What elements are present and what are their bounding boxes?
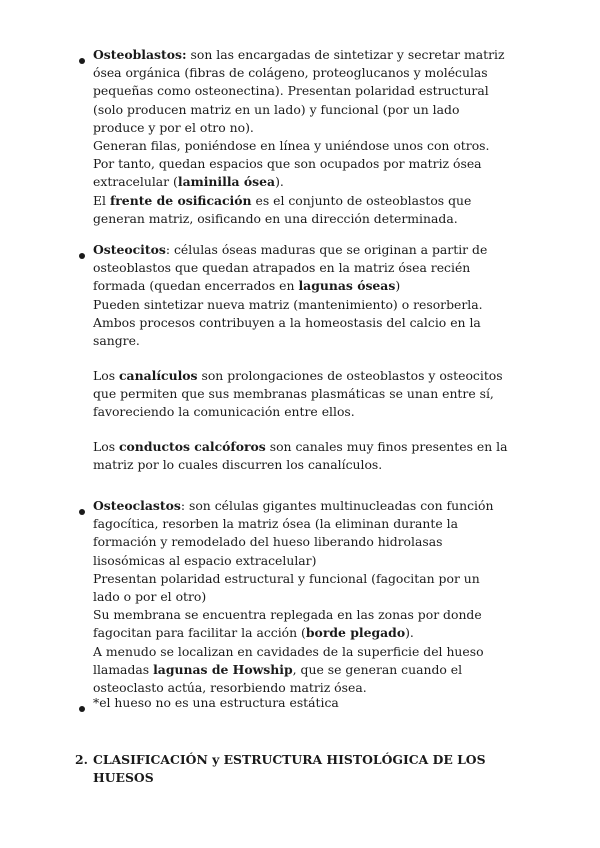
osteoclastos-paragraph: Osteoclastos: son células gigantes multinucleadas con función fagocítica, resorben la matriz ósea (la eliminan durante la formación y remodelado del hueso liberando hidrolasas lisosómicas al espacio extracelular) Presentan polaridad estructural y funcional (fagocitan por un lado o por el otro) Su membrana se encuentra replegada en las zonas por donde fagocitan para facilitar la acción (borde plegado). A menudo se localizan en cavidades de la superficie del hueso llamadas lagunas de Howship, que se generan cuando el osteoclasto actúa, resorbiendo matriz ósea. — [93, 498, 494, 696]
term-conductos-calcoforos: conductos calcóforos — [119, 439, 266, 454]
bullet-note — [79, 706, 85, 712]
term-canaliculos: canalículos — [119, 368, 198, 383]
term-osteoclastos: Osteoclastos — [93, 498, 181, 513]
osteoblastos-paragraph: Osteoblastos: son las encargadas de sintetizar y secretar matriz ósea orgánica (fibras de colágeno, proteoglucanos y moléculas pequeñas como osteonectina). Presentan polaridad estructural (solo producen matriz en un lado) y funcional (por un lado produce y por el otro no). Generan filas, poniéndose en línea y uniéndose unos con otros. Por tanto, quedan espacios que son ocupados por matriz ósea extracelular (laminilla ósea). El frente de osificación es el conjunto de osteoblastos que generan matriz, osificando en una dirección determinada. — [93, 47, 505, 226]
osteocitos-paragraph: Osteocitos: células óseas maduras que se originan a partir de osteoblastos que quedan atrapados en la matriz ósea recién formada (quedan encerrados en lagunas óseas) Pueden sintetizar nueva matriz (mantenimiento) o resorberla. Ambos procesos contribuyen a la homeostasis del calcio en la sangre. — [93, 242, 488, 349]
section-number: 2. — [75, 752, 88, 767]
term-lagunas-oseas: lagunas óseas — [298, 278, 396, 294]
term-osteocitos: Osteocitos — [93, 242, 166, 257]
note-paragraph: *el hueso no es una estructura estática — [93, 695, 339, 710]
bullet-osteoclastos — [79, 509, 85, 515]
term-laminilla-osea: laminilla ósea — [177, 174, 276, 190]
term-borde-plegado: borde plegado — [305, 625, 406, 641]
term-osteoblastos: Osteoblastos: — [93, 47, 187, 62]
section-title: CLASIFICACIÓN y ESTRUCTURA HISTOLÓGICA DE LOS HUESOS — [93, 752, 486, 786]
canaliculos-paragraph: Los canalículos son prolongaciones de osteoblastos y osteocitos que permiten que sus membranas plasmáticas se unan entre sí, favoreciendo la comunicación entre ellos. — [93, 368, 503, 420]
term-lagunas-howship: lagunas de Howship — [153, 661, 293, 677]
bullet-osteocitos — [79, 253, 85, 259]
conductos-paragraph: Los conductos calcóforos son canales muy finos presentes en la matriz por lo cuales discurren los canalículos. — [93, 439, 508, 473]
term-frente-osificacion: frente de osificación — [109, 192, 252, 208]
bullet-osteoblastos — [79, 58, 85, 64]
